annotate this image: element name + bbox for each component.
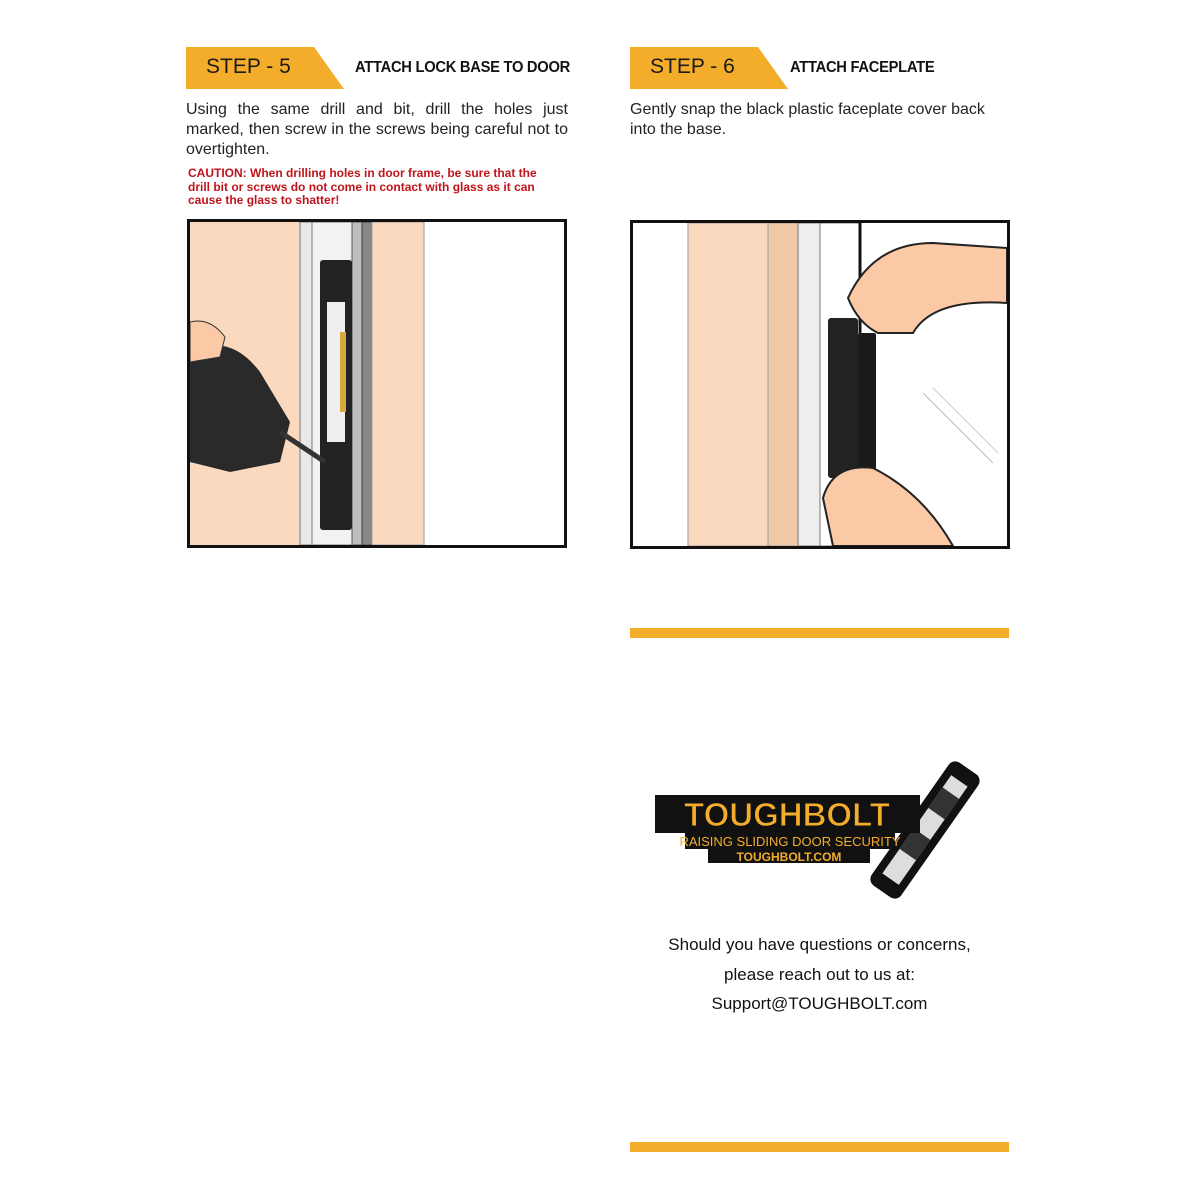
step5-title: ATTACH LOCK BASE TO DOOR [355, 59, 570, 76]
step5-caution: CAUTION: When drilling holes in door frame, be sure that the drill bit or screws do not come in contact with glass as it can cause the glass to shatter! [188, 166, 537, 207]
faceplate [858, 333, 876, 473]
divider-bar-top [630, 628, 1009, 638]
contact-block [630, 930, 1009, 1019]
step6-title: ATTACH FACEPLATE [790, 59, 935, 76]
step6-banner [630, 47, 788, 89]
step5-banner [186, 47, 344, 89]
contact-line1: Should you have questions or concerns, [668, 935, 971, 954]
logo-brand: TOUGHBOLT [684, 796, 890, 833]
logo-site: TOUGHBOLT.COM [736, 850, 842, 864]
step6-body: Gently snap the black plastic faceplate cover back into the base. [630, 101, 985, 138]
step6-illustration [630, 220, 1010, 549]
logo-tagline: RAISING SLIDING DOOR SECURITY [679, 834, 901, 849]
toughbolt-logo [650, 755, 990, 900]
support-email-link[interactable]: Support@TOUGHBOLT.com [711, 994, 928, 1013]
step5-body: Using the same drill and bit, drill the holes just marked, then screw in the screws being careful not to overtighten. [186, 101, 568, 158]
contact-line2: please reach out to us at: [724, 964, 915, 984]
step5-illustration [187, 219, 567, 548]
step6-label: STEP - 6 [650, 55, 735, 78]
step5-label: STEP - 5 [206, 55, 291, 78]
lock-base [828, 318, 858, 478]
divider-bar-bottom [630, 1142, 1009, 1152]
